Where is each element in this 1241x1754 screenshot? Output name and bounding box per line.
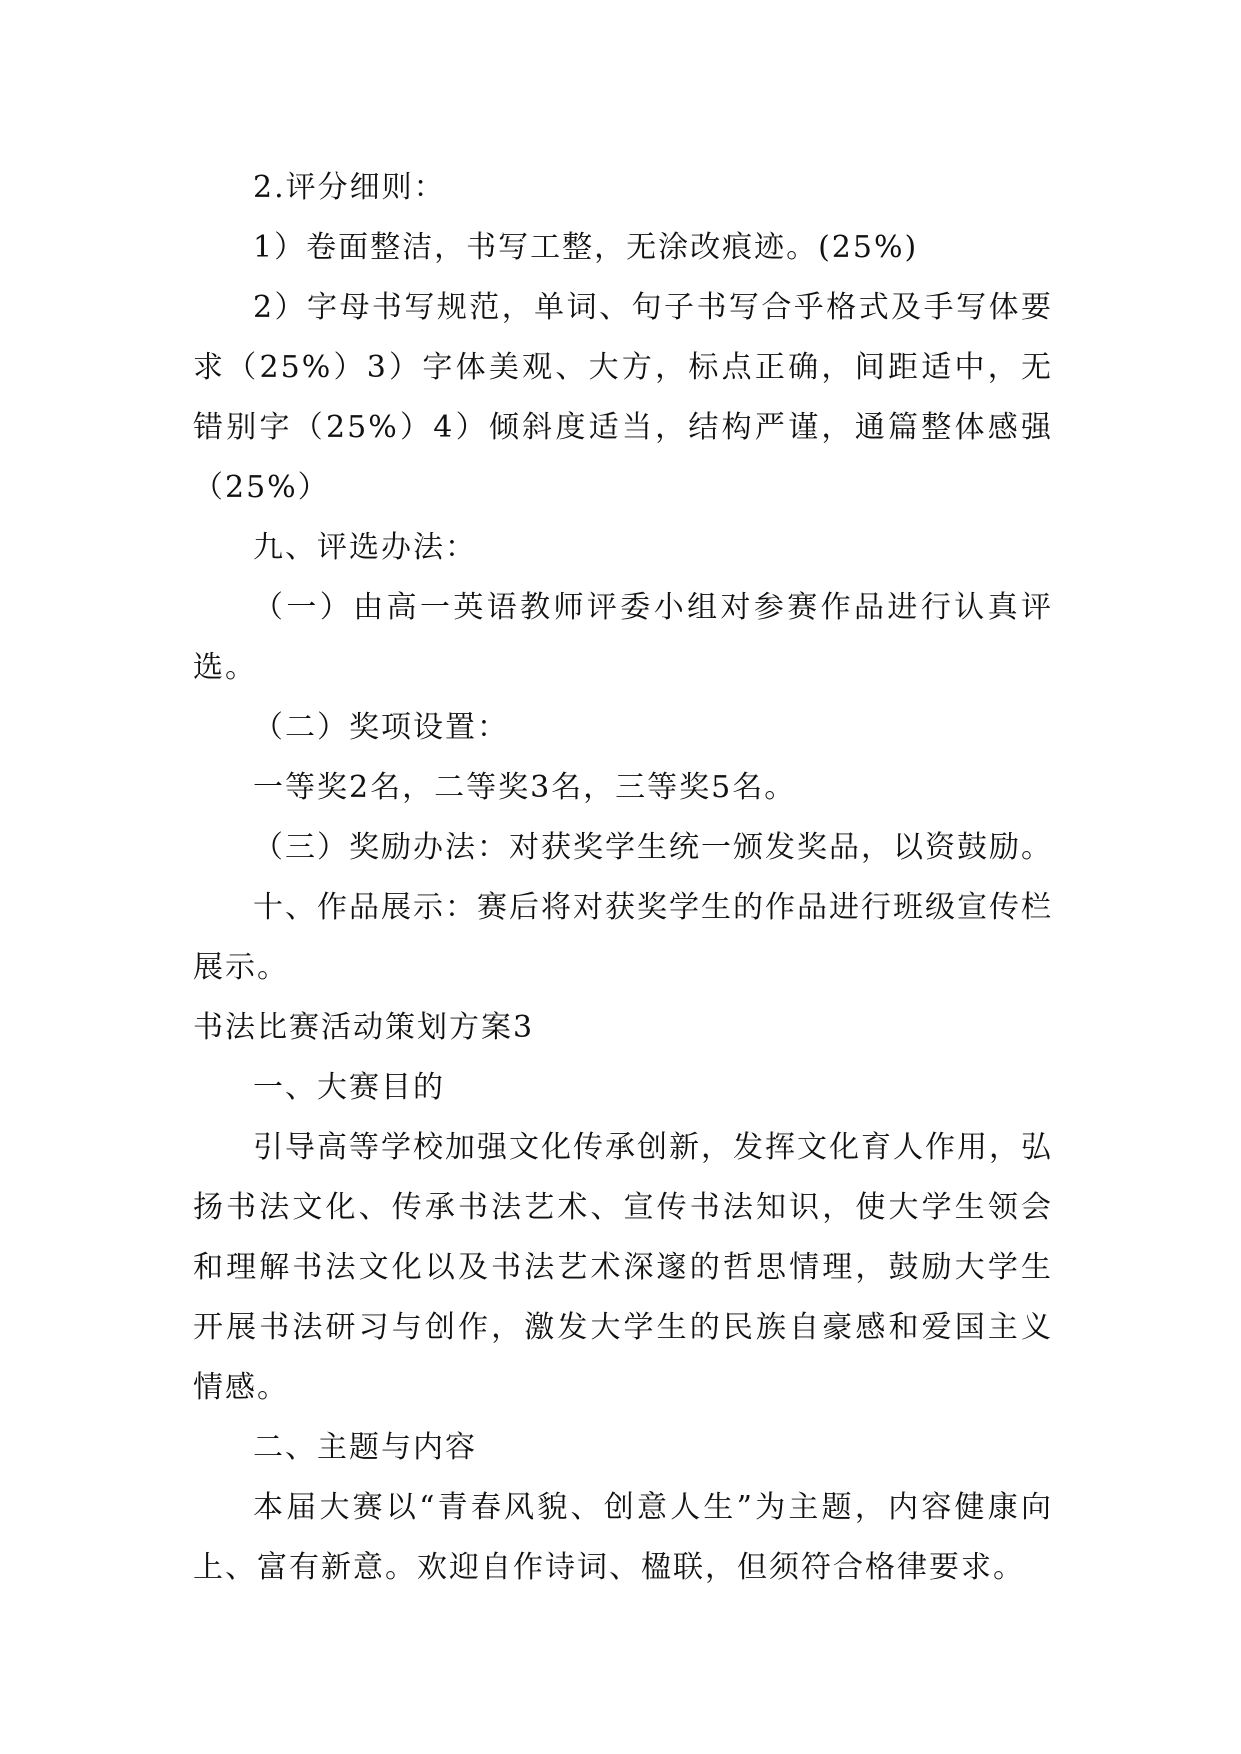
paragraph-award-settings-heading: （二）奖项设置：: [253, 710, 509, 745]
paragraph-award-counts: 一等奖2名，二等奖3名，三等奖5名。: [253, 770, 797, 805]
section-title-plan-3: 书法比赛活动策划方案3: [193, 1010, 535, 1045]
paragraph-scoring-items-2-4: 2）字母书写规范，单词、句子书写合乎格式及手写体要求（25%）3）字体美观、大方，标点正确，间距适中，无错别字（25%）4）倾斜度适当，结构严谨，通篇整体感强（25%）: [193, 290, 1053, 505]
paragraph-selection-method-1: （一）由高一英语教师评委小组对参赛作品进行认真评选。: [193, 590, 1053, 685]
paragraph-scoring-item-1: 1）卷面整洁，书写工整，无涂改痕迹。(25%): [253, 230, 919, 265]
paragraph-section-1-heading: 一、大赛目的: [253, 1070, 445, 1105]
paragraph-section-2-heading: 二、主题与内容: [253, 1430, 477, 1465]
paragraph-theme-content: 本届大赛以“青春风貌、创意人生”为主题，内容健康向上、富有新意。欢迎自作诗词、楹联，但须符合格律要求。: [193, 1490, 1053, 1585]
paragraph-section-10-display: 十、作品展示：赛后将对获奖学生的作品进行班级宣传栏展示。: [193, 890, 1053, 985]
paragraph-section-9-heading: 九、评选办法：: [253, 530, 477, 565]
paragraph-competition-purpose: 引导高等学校加强文化传承创新，发挥文化育人作用，弘扬书法文化、传承书法艺术、宣传书法知识，使大学生领会和理解书法文化以及书法艺术深邃的哲思情理，鼓励大学生开展书法研习与创作，激发大学生的民族自豪感和爱国主义情感。: [193, 1130, 1053, 1405]
paragraph-scoring-details-heading: 2.评分细则：: [253, 170, 446, 205]
paragraph-reward-method: （三）奖励办法：对获奖学生统一颁发奖品，以资鼓励。: [253, 830, 1053, 865]
document-body: [193, 158, 1053, 1598]
